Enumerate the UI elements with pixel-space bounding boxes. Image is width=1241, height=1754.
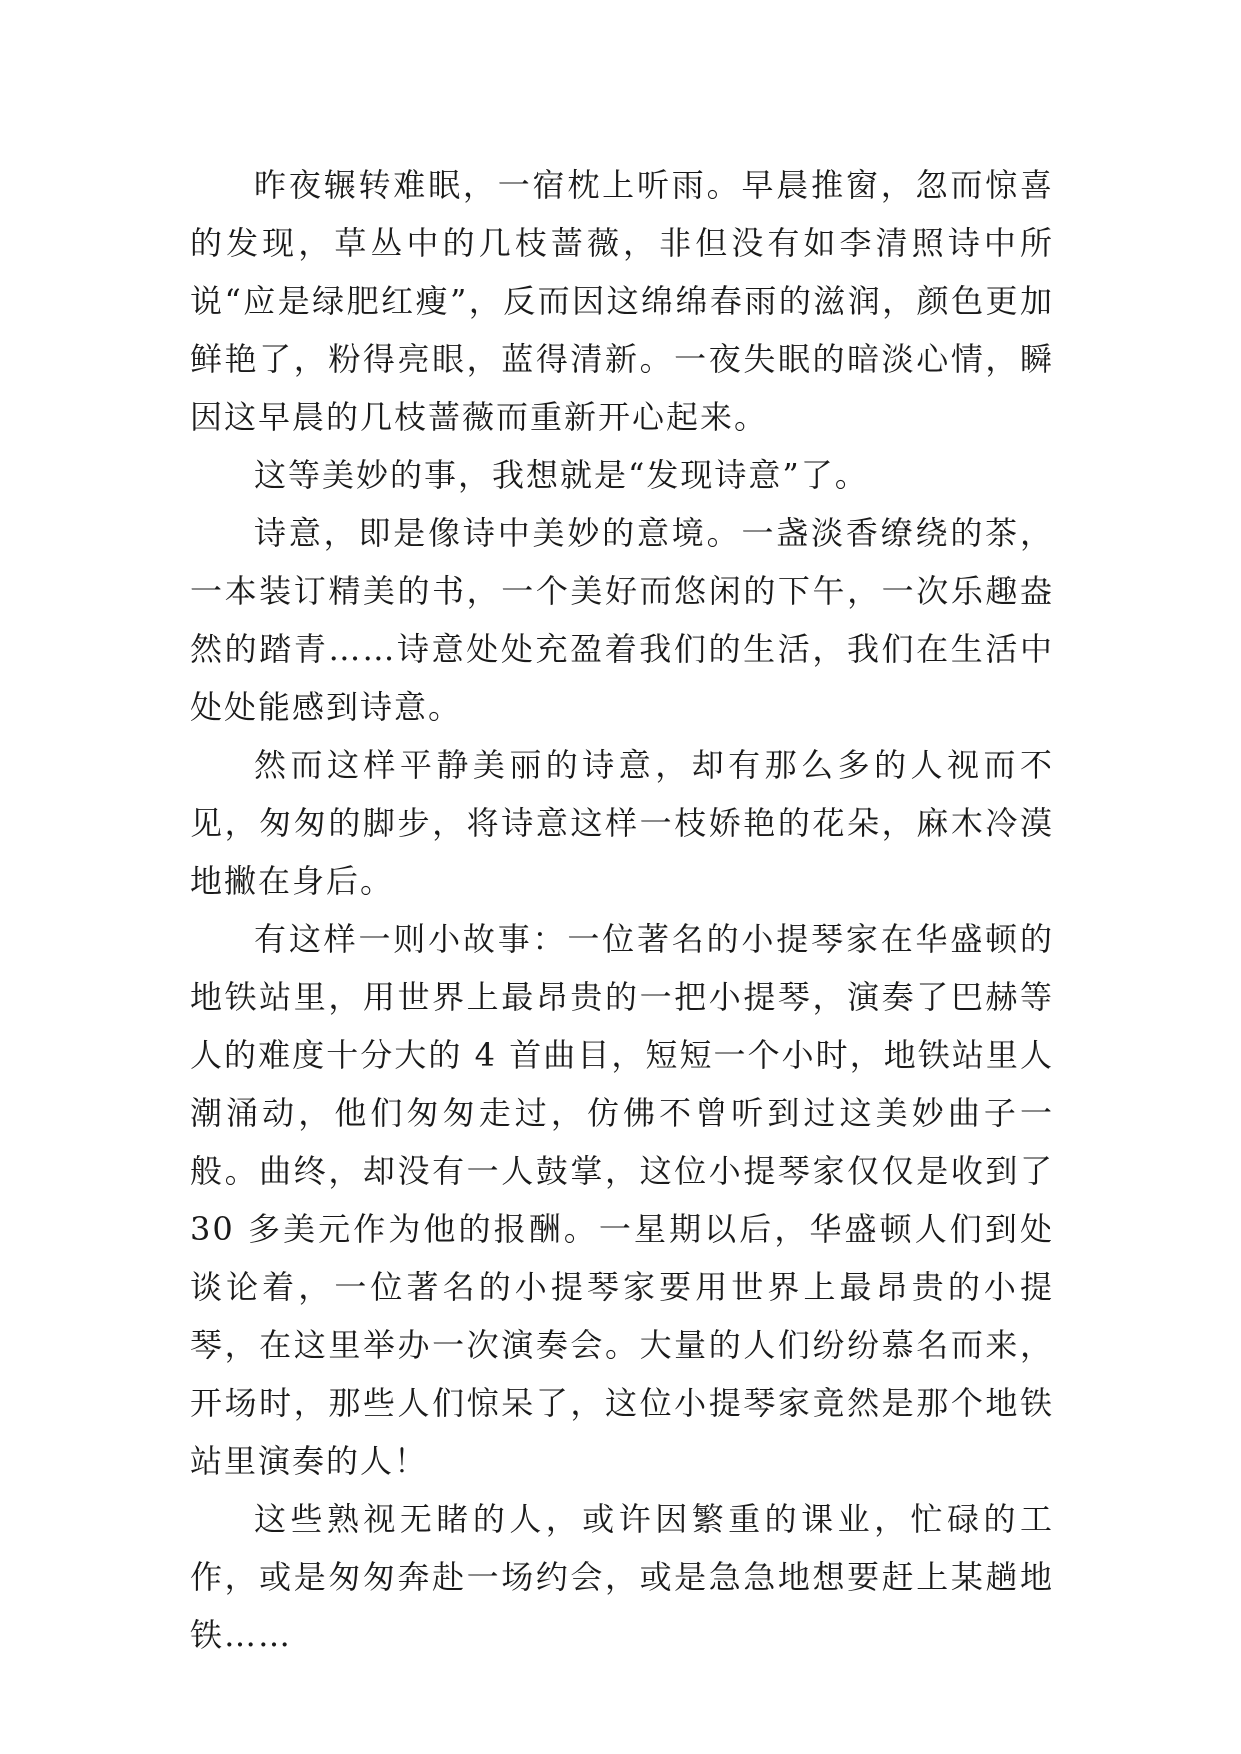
paragraph-3: 诗意，即是像诗中美妙的意境。一盏淡香缭绕的茶，一本装订精美的书，一个美好而悠闲的下午，一次乐趣盎然的踏青……诗意处处充盈着我们的生活，我们在生活中处处能感到诗意。 bbox=[190, 514, 1054, 726]
essay-body bbox=[190, 156, 1054, 1664]
paragraph-4: 然而这样平静美丽的诗意，却有那么多的人视而不见，匆匆的脚步，将诗意这样一枝娇艳的花朵，麻木冷漠地撇在身后。 bbox=[190, 746, 1054, 900]
paragraph-6: 这些熟视无睹的人，或许因繁重的课业，忙碌的工作，或是匆匆奔赴一场约会，或是急急地想要赶上某趟地铁…… bbox=[190, 1500, 1054, 1654]
paragraph-5: 有这样一则小故事：一位著名的小提琴家在华盛顿的地铁站里，用世界上最昂贵的一把小提琴，演奏了巴赫等人的难度十分大的 4 首曲目，短短一个小时，地铁站里人潮涌动，他们匆匆走过，仿佛不曾听到过这美妙曲子一般。曲终，却没有一人鼓掌，这位小提琴家仅仅是收到了 30 多美元作为他的报酬。一星期以后，华盛顿人们到处谈论着，一位著名的小提琴家要用世界上最昂贵的小提琴，在这里举办一次演奏会。大量的人们纷纷慕名而来，开场时，那些人们惊呆了，这位小提琴家竟然是那个地铁站里演奏的人！ bbox=[190, 920, 1054, 1480]
paragraph-2: 这等美妙的事，我想就是“发现诗意”了。 bbox=[254, 456, 869, 494]
paragraph-1: 昨夜辗转难眠，一宿枕上听雨。早晨推窗，忽而惊喜的发现，草丛中的几枝蔷薇，非但没有如李清照诗中所说“应是绿肥红瘦”，反而因这绵绵春雨的滋润，颜色更加鲜艳了，粉得亮眼，蓝得清新。一夜失眠的暗淡心情，瞬因这早晨的几枝蔷薇而重新开心起来。 bbox=[190, 166, 1054, 436]
